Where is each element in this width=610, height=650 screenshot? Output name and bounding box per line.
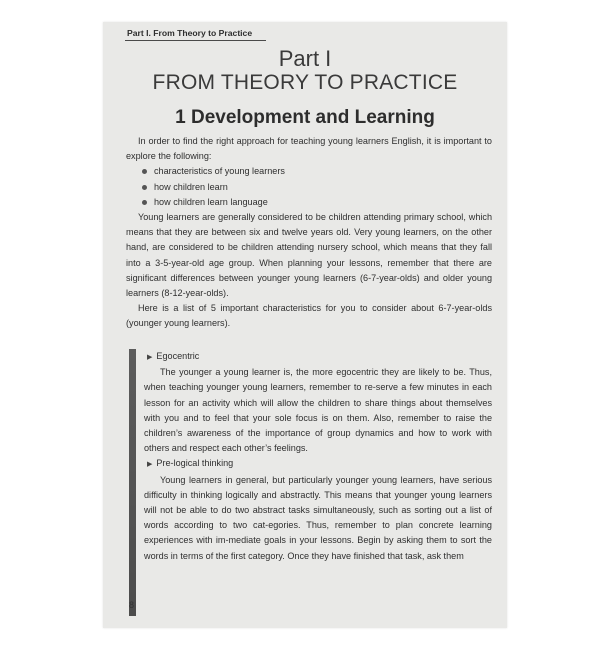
page-number: 8 xyxy=(129,600,135,610)
book-page xyxy=(103,22,507,628)
running-head-rule xyxy=(125,40,266,41)
sidebar-bar xyxy=(129,349,136,616)
age-groups-paragraph: Young learners are generally considered to be children attending primary school, which means that they are between six and twelve years old. Very young learners, on the other hand, are considered to be children attending nursery school, which means that they fall into a 3-5-year-old age group. When planning your lessons, remember that there are significant differences between younger young learners (6-7-year-olds) and older young learners (8-12-year-olds). xyxy=(126,212,492,299)
characteristic-paragraph: The younger a young learner is, the more egocentric they are likely to be. Thus, when teaching younger young learners, remember to re-serve a few minutes in each lesson for an activity which will allow the children to share things about themselves with you and to feel that your sole focus is on them. Also, remember to raise the children’s awareness of the importance of group dynamics and how to work with others and respect each other’s feelings. xyxy=(144,367,492,454)
characteristics-intro-paragraph: Here is a list of 5 important characteristics for you to consider about 6-7-year-olds (younger young learners). xyxy=(126,303,492,329)
bullet-item: how children learn xyxy=(142,180,492,195)
triangle-right-icon: ▶ xyxy=(147,354,153,361)
triangle-right-icon: ▶ xyxy=(147,461,153,469)
characteristic-heading: ▶ Pre-logical thinking xyxy=(147,458,234,469)
characteristics-text xyxy=(144,349,492,564)
bullet-item: how children learn language xyxy=(142,195,492,210)
part-title: Part I xyxy=(278,46,332,71)
running-head: Part I. From Theory to Practice xyxy=(127,28,253,38)
intro-section xyxy=(126,134,492,332)
intro-paragraph: In order to find the right approach for teaching young learners English, it is important to explore the following: xyxy=(126,136,492,162)
characteristics-box xyxy=(126,349,492,619)
characteristic-paragraph: Young learners in general, but particularly younger young learners, have serious difficulty in thinking logically and abstractly. This means that younger young learners will not be able to do two abstract tasks simultaneously, such as sorting out a list of words according to two cat-egories. Thus, remember to plan concrete learning experiences with im-mediate goals in your lessons. Begin by asking them to sort the words in terms of the first category. Once they have finished that task, ask them xyxy=(144,474,492,561)
part-subtitle: FROM THEORY TO PRACTICE xyxy=(152,71,458,94)
bullet-list xyxy=(126,164,492,210)
characteristic-heading: ▶ Egocentric xyxy=(147,351,200,361)
bullet-item: characteristics of young learners xyxy=(142,164,492,179)
chapter-title: 1 Development and Learning xyxy=(175,107,435,128)
